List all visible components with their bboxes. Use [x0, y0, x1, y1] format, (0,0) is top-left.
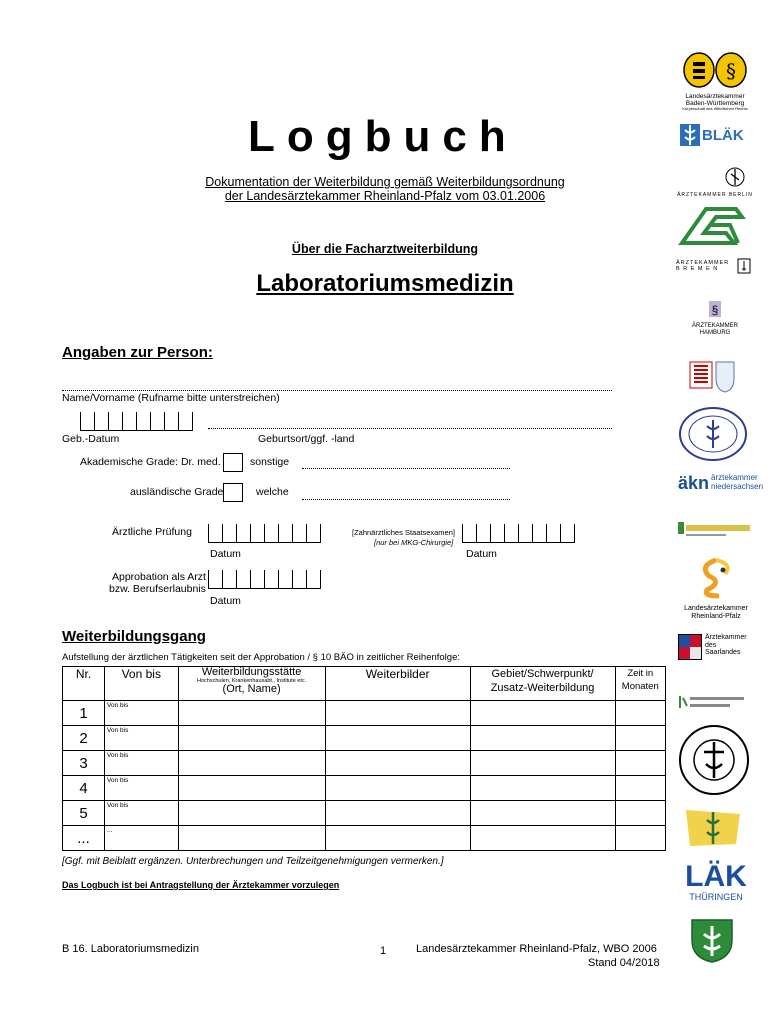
bw-sub-label: Körperschaft des öffentlichen Rechts	[682, 106, 748, 112]
table-header-row	[63, 667, 666, 701]
zahn-label-note: [nur bei MKG-Chirurgie]	[374, 538, 454, 547]
saar-label3: Saarlandes	[705, 649, 741, 657]
name-label: Name/Vorname (Rufname bitte unterstreichen)	[62, 392, 280, 404]
logo-aekn	[678, 474, 763, 492]
mv-seal-icon	[678, 406, 748, 462]
row-number: 1	[63, 701, 105, 726]
hessen-emblem-icon	[688, 358, 736, 394]
birthdate-field[interactable]	[80, 412, 193, 431]
logo-nordrhein	[678, 520, 752, 545]
svg-text:§: §	[711, 303, 719, 317]
logo-sachsen-anhalt	[676, 724, 752, 801]
sonstige-label: sonstige	[250, 456, 290, 468]
row-staette[interactable]	[178, 701, 325, 726]
person-heading: Angaben zur Person:	[62, 344, 213, 361]
table-row	[63, 751, 666, 776]
row-vonbis[interactable]: Von bis	[105, 751, 179, 776]
row-number: 5	[63, 801, 105, 826]
logo-rheinland-pfalz	[676, 556, 756, 620]
logo-laek-thueringen	[676, 862, 756, 902]
saarland-coat-icon	[678, 634, 702, 660]
approbation-label: Approbation als Arzt	[112, 571, 206, 583]
row-staette[interactable]	[178, 751, 325, 776]
laek-label: LÄK	[685, 860, 747, 893]
pruefung-datum-label: Datum	[210, 548, 241, 560]
sachsen-anhalt-seal-icon	[676, 724, 752, 796]
facharzt-heading: Über die Facharztweiterbildung	[291, 242, 479, 256]
subtitle-line2: der Landesärztekammer Rheinland-Pfalz vom 03.01.2006	[224, 189, 546, 203]
subtitle-line1: Dokumentation der Weiterbildung gemäß Weiterbildungsordnung	[205, 175, 565, 189]
row-vonbis[interactable]: Von bis	[105, 701, 179, 726]
col-zeit-line1: Zeit in	[627, 668, 654, 679]
westfalen-shield-icon	[688, 916, 736, 964]
col-zeit-line2: Monaten	[621, 681, 659, 693]
logo-sachsen	[678, 694, 748, 715]
logo-schleswig-holstein	[680, 804, 746, 857]
row-staette[interactable]	[178, 776, 325, 801]
col-staette-small: Hochschulen, Krankenhausabt., Institute etc.	[197, 677, 307, 684]
weiterbildung-intro: Aufstellung der ärztlichen Tätigkeiten seit der Approbation / § 10 BÄO in zeitlicher Reihenfolge:	[62, 652, 461, 663]
saar-label1: Ärztekammer	[705, 634, 747, 641]
sh-emblem-icon	[680, 804, 746, 852]
table-row	[63, 701, 666, 726]
logo-blaek	[678, 122, 744, 148]
col-staette-header	[178, 667, 325, 701]
row-gebiet[interactable]	[470, 726, 615, 751]
welche-field[interactable]	[302, 493, 510, 500]
row-number: 2	[63, 726, 105, 751]
row-gebiet[interactable]	[470, 801, 615, 826]
logo-hamburg	[680, 300, 750, 336]
aekn-label: äkn	[678, 473, 710, 493]
row-number: ...	[63, 826, 105, 851]
pruefung-label: Ärztliche Prüfung	[112, 526, 192, 538]
bremen-key-icon	[737, 258, 751, 274]
hamburg-label2: HAMBURG	[699, 329, 731, 336]
zahn-datum-label: Datum	[466, 548, 497, 560]
blaek-label: BLÄK	[702, 126, 744, 144]
birthdate-label: Geb.-Datum	[62, 433, 120, 445]
blaek-emblem-icon	[678, 122, 702, 148]
col-weiterbilder-header: Weiterbilder	[325, 667, 470, 701]
row-weiterbilder[interactable]	[325, 826, 470, 851]
akad-grade-label: Akademische Grade: Dr. med.	[80, 456, 221, 468]
weiterbildung-heading: Weiterbildungsgang	[62, 628, 206, 645]
berlin-label: ÄRZTEKAMMER BERLIN	[677, 192, 753, 198]
svg-text:§: §	[726, 59, 736, 83]
row-vonbis[interactable]: Von bis	[105, 776, 179, 801]
saar-label2: des	[705, 641, 717, 649]
row-vonbis[interactable]: ...	[105, 826, 179, 851]
aekn-label3: niedersachsen	[711, 482, 764, 492]
row-zeit[interactable]	[615, 701, 665, 726]
logo-brandenburg	[676, 203, 748, 254]
logo-westfalen	[688, 916, 736, 969]
col-zeit-header	[615, 667, 665, 701]
footer-right-line2: Stand 04/2018	[588, 957, 660, 969]
dr-med-checkbox[interactable]	[223, 453, 243, 472]
welche-label: welche	[256, 486, 289, 498]
table-row	[63, 776, 666, 801]
nordrhein-emblem-icon	[678, 520, 752, 540]
aekn-label2: ärztekammer	[711, 473, 758, 483]
zahn-date-field[interactable]	[462, 524, 575, 543]
row-vonbis[interactable]: Von bis	[105, 801, 179, 826]
row-weiterbilder[interactable]	[325, 776, 470, 801]
bremen-label1: ÄRZTEKAMMER	[676, 259, 730, 266]
row-gebiet[interactable]	[470, 751, 615, 776]
logo-baden-wuerttemberg	[678, 52, 752, 112]
row-weiterbilder[interactable]	[325, 701, 470, 726]
row-gebiet[interactable]	[470, 826, 615, 851]
sonstige-field[interactable]	[302, 462, 510, 469]
row-staette[interactable]	[178, 801, 325, 826]
row-number: 3	[63, 751, 105, 776]
berlin-emblem-icon	[723, 166, 747, 188]
row-weiterbilder[interactable]	[325, 726, 470, 751]
logo-mecklenburg-vorpommern	[678, 406, 748, 467]
col-vonbis-header: Von bis	[105, 667, 179, 701]
col-staette-title: Weiterbildungsstätte	[201, 666, 302, 678]
specialty-title: Laboratoriumsmedizin	[256, 270, 514, 297]
bw-label: Landesärztekammer Baden-Württemberg	[685, 93, 745, 108]
ausl-grade-checkbox[interactable]	[223, 483, 243, 502]
vorlage-note: Das Logbuch ist bei Antragstellung der Ärztekammer vorzulegen	[62, 880, 340, 890]
rlp-label1: Landesärztekammer	[684, 605, 748, 612]
logo-bremen	[676, 258, 751, 274]
row-staette[interactable]	[178, 726, 325, 751]
col-staette-sub: (Ort, Name)	[222, 683, 281, 696]
row-vonbis[interactable]: Von bis	[105, 726, 179, 751]
row-number: 4	[63, 776, 105, 801]
logo-hessen	[688, 358, 736, 399]
row-gebiet[interactable]	[470, 776, 615, 801]
table-row	[63, 801, 666, 826]
footer-right-line1: Landesärztekammer Rheinland-Pfalz, WBO 2006	[416, 943, 657, 955]
zahn-label: [Zahnärztliches Staatsexamen]	[352, 528, 455, 537]
approbation-datum-label: Datum	[210, 595, 241, 607]
col-gebiet-line1: Gebiet/Schwerpunkt/	[491, 668, 594, 680]
rlp-serpent-icon	[693, 556, 739, 600]
page-title: Logbuch	[248, 112, 518, 161]
approbation-date-field[interactable]	[208, 570, 321, 589]
row-zeit[interactable]	[615, 726, 665, 751]
name-field[interactable]	[62, 384, 612, 391]
footer-page-number: 1	[380, 945, 387, 957]
weiterbildung-table	[62, 666, 666, 851]
hamburg-emblem-icon	[708, 300, 722, 318]
birthplace-label: Geburtsort/ggf. -land	[258, 433, 355, 445]
col-nr-header: Nr.	[63, 667, 105, 701]
row-weiterbilder[interactable]	[325, 751, 470, 776]
row-gebiet[interactable]	[470, 701, 615, 726]
row-zeit[interactable]	[615, 751, 665, 776]
bremen-label2: B R E M E N	[676, 266, 719, 272]
footer-left: B 16. Laboratoriumsmedizin	[62, 943, 199, 955]
brandenburg-emblem-icon	[676, 203, 748, 249]
logo-berlin	[676, 166, 754, 199]
logo-saarland	[678, 634, 747, 660]
hamburg-label1: ÄRZTEKAMMER	[691, 323, 738, 329]
row-zeit[interactable]	[615, 801, 665, 826]
row-weiterbilder[interactable]	[325, 801, 470, 826]
table-row	[63, 826, 666, 851]
ausl-grade-label: ausländische Grade	[130, 486, 224, 498]
birthplace-field[interactable]	[208, 422, 612, 429]
table-row	[63, 726, 666, 751]
berufserlaubnis-label: bzw. Berufserlaubnis	[109, 583, 206, 595]
row-staette[interactable]	[178, 826, 325, 851]
bw-shield-icon	[682, 52, 748, 88]
sachsen-emblem-icon	[678, 694, 748, 710]
table-note: [Ggf. mit Beiblatt ergänzen. Unterbrechungen und Teilzeitgenehmigungen vermerken.]	[62, 856, 444, 867]
col-gebiet-line2: Zusatz-Weiterbildung	[490, 682, 595, 695]
row-zeit[interactable]	[615, 826, 665, 851]
col-gebiet-header	[470, 667, 615, 701]
pruefung-date-field[interactable]	[208, 524, 321, 543]
thueringen-label: THÜRINGEN	[689, 892, 743, 902]
rlp-label2: Rheinland-Pfalz	[691, 612, 741, 620]
row-zeit[interactable]	[615, 776, 665, 801]
